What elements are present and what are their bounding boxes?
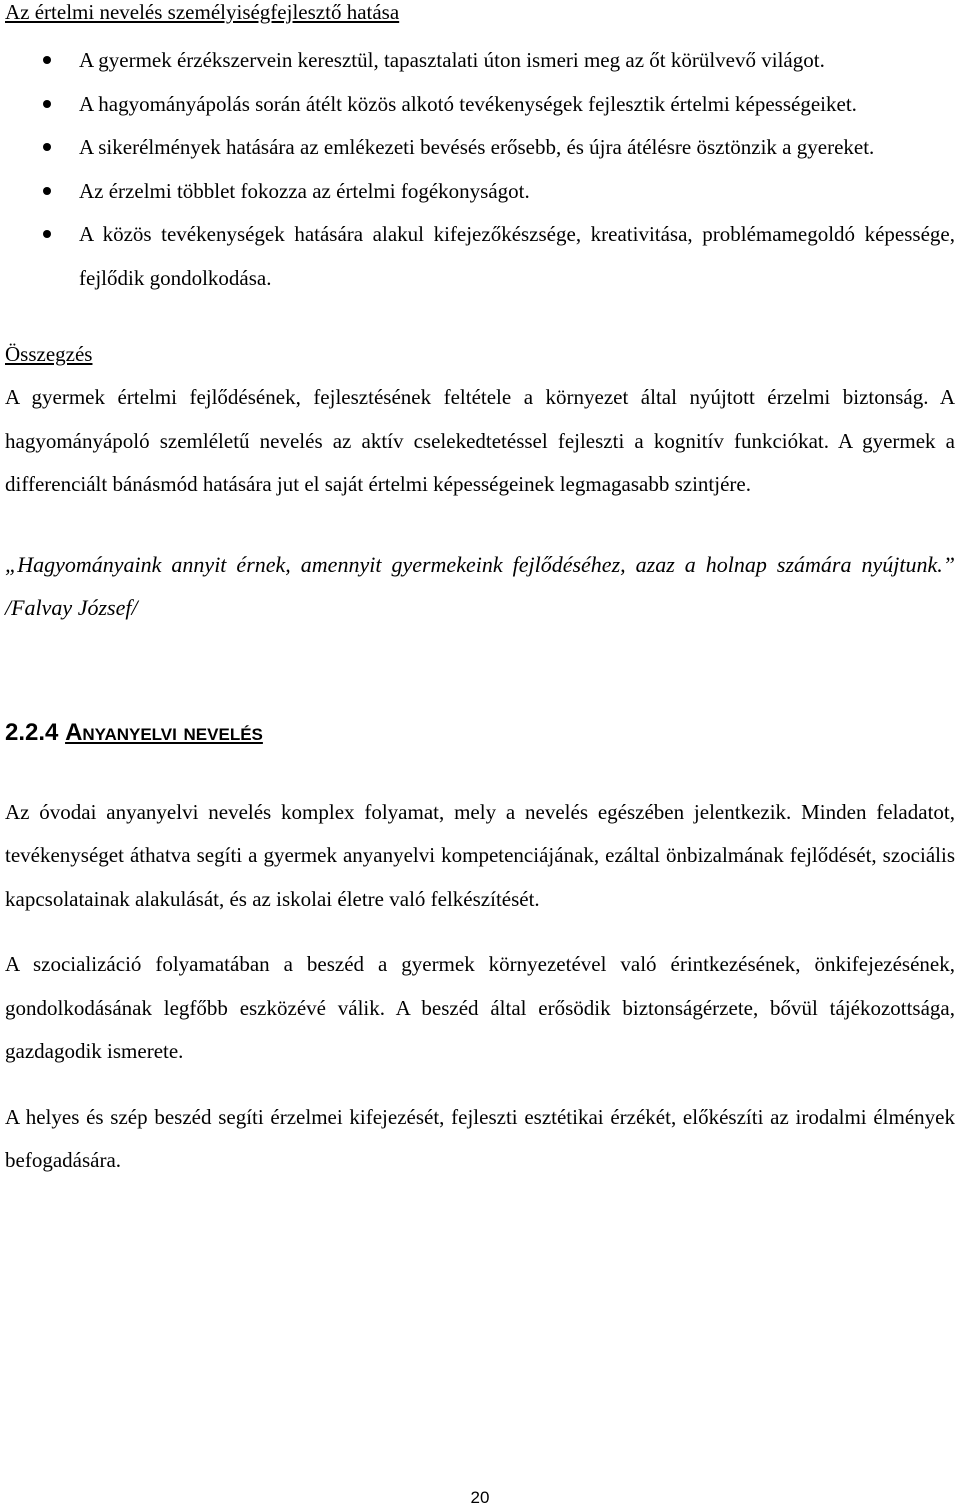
body-paragraph: A szocializáció folyamatában a beszéd a gyermek környezetével való érintkezésének, önkifejezésének, gondolkodásának legfőbb eszközévé válik. A beszéd által erősödik biztonságérzete, bővül tájékozottsága, gazdagodik ismerete. (5, 952, 955, 1063)
list-item-text: A közös tevékenységek hatására alakul kifejezőkészsége, kreativitása, problémamegoldó képessége, fejlődik gondolkodása. (79, 222, 955, 290)
body-paragraph: Az óvodai anyanyelvi nevelés komplex folyamat, mely a nevelés egészében jelentkezik. Minden feladatot, tevékenységet áthatva segíti a gyermek anyanyelvi kompetenciájának, ezáltal önbizalmának fejlődését, szociális kapcsolatainak alakulását, és az iskolai életre való felkészítését. (5, 799, 955, 911)
list-item (5, 126, 955, 170)
section-heading-intellectual-education: Az értelmi nevelés személyiségfejlesztő hatása (5, 0, 400, 24)
bullet-icon (43, 143, 51, 151)
body-paragraph: A helyes és szép beszéd segíti érzelmei kifejezését, fejleszti esztétikai érzékét, előkészíti az irodalmi élmények befogadására. (5, 1104, 955, 1172)
list-item-text: A sikerélmények hatására az emlékezeti bevésés erősebb, és újra átélésre ösztönzik a gyereket. (79, 135, 875, 159)
list-item (5, 170, 955, 214)
bullet-list (5, 39, 955, 300)
list-item (5, 213, 955, 300)
bullet-icon (43, 100, 51, 108)
document-page (5, 0, 955, 1183)
list-item (5, 39, 955, 83)
bullet-icon (43, 56, 51, 64)
summary-paragraph: A gyermek értelmi fejlődésének, fejlesztésének feltétele a környezet által nyújtott érzelmi biztonság. A hagyományápoló szemléletű nevelés az aktív cselekedtetéssel fejleszti a kognitív funkciókat. A gyermek a differenciált bánásmód hatására jut el saját értelmi képességeinek legmagasabb szintjére. (5, 385, 955, 496)
quote-paragraph: „Hagyományaink annyit érnek, amennyit gyermekeink fejlődéséhez, azaz a holnap számára nyújtunk.” /Falvay József/ (5, 551, 955, 620)
page-number: 20 (470, 1488, 490, 1507)
bullet-icon (43, 230, 51, 238)
bullet-icon (43, 187, 51, 195)
list-item-text: Az érzelmi többlet fokozza az értelmi fogékonyságot. (79, 178, 530, 203)
summary-heading: Összegzés (5, 342, 93, 366)
list-item-text: A hagyományápolás során átélt közös alkotó tevékenységek fejlesztik értelmi képességeiket. (79, 91, 857, 116)
section-number: 2.2.4 (5, 718, 59, 746)
list-item (5, 83, 955, 127)
list-item-text: A gyermek érzékszervein keresztül, tapasztalati úton ismeri meg az őt körülvevő világot. (79, 48, 825, 72)
section-title (5, 718, 955, 748)
section-title-text: Anyanyelvi nevelés (65, 718, 263, 746)
